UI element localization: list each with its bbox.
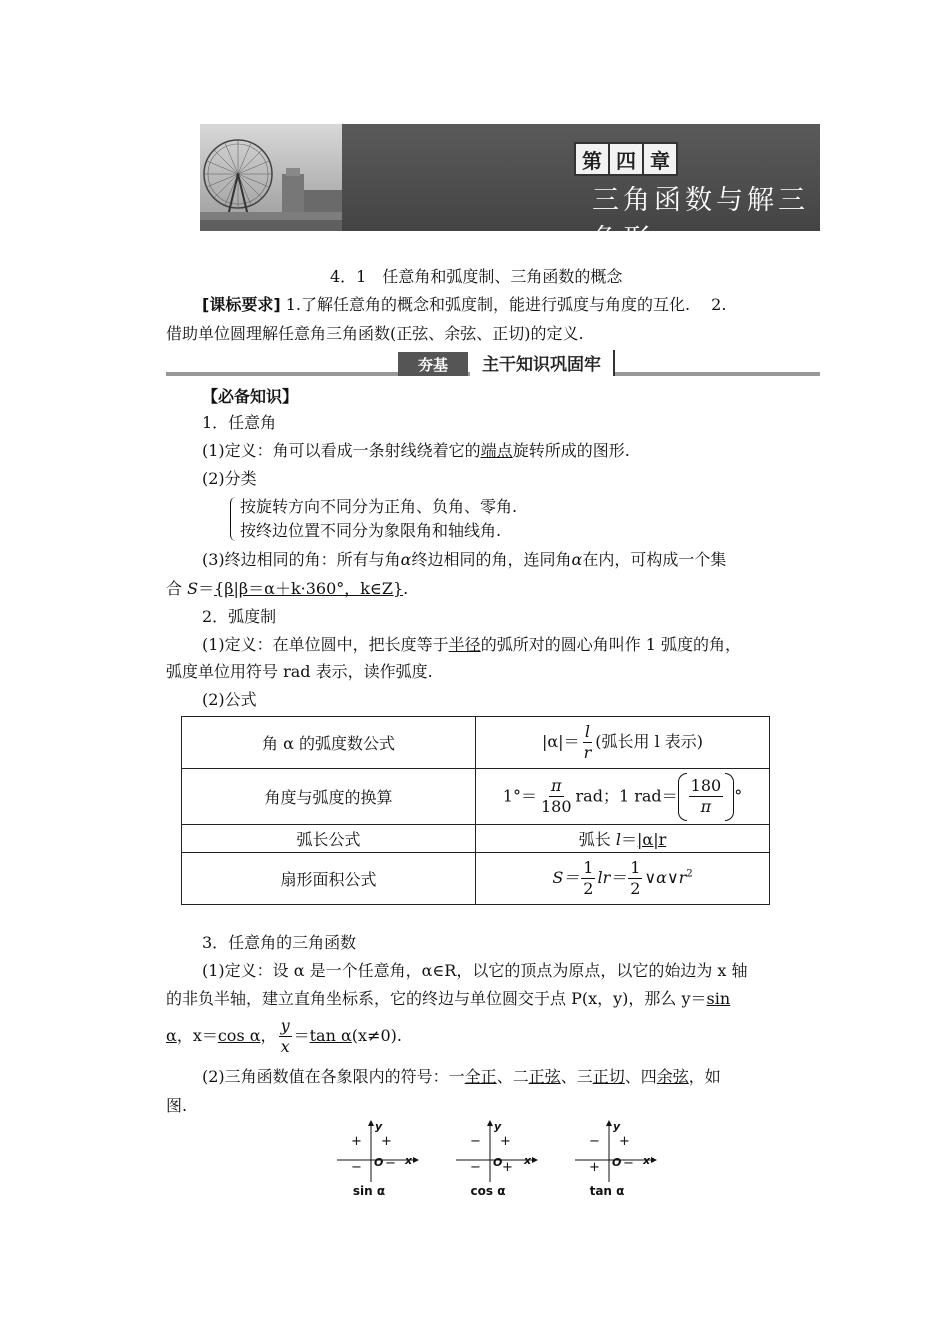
sign-q3: + [589, 1160, 600, 1175]
blank-answer: α [166, 1026, 177, 1045]
diagram-caption: cos α [470, 1184, 506, 1198]
section-title: 4．1 任意角和弧度制、三角函数的概念 [330, 267, 623, 286]
text: 1°＝ [502, 786, 537, 805]
coterminal-line-1 [202, 549, 726, 571]
text: 在内，可构成一个集 [582, 550, 727, 569]
curriculum-line-1 [202, 294, 726, 316]
denominator: r [583, 743, 592, 762]
curriculum-label: [课标要求] [202, 295, 281, 314]
text: 终边相同的角，连同角 [411, 550, 572, 569]
trig-definition-1: (1)定义：设 α 是一个任意角，α∈R，以它的顶点为原点，以它的始边为 x 轴 [202, 961, 748, 980]
blank-answer: |α|r [637, 830, 667, 849]
chapter-char: 章 [642, 142, 678, 176]
text: 、二 [496, 1067, 529, 1086]
sign-diagram-cos [452, 1120, 552, 1200]
text: 旋转所成的图形. [512, 441, 630, 460]
blank-answer: tan α [309, 1026, 352, 1045]
left-paren-icon [678, 773, 687, 821]
table-row [182, 853, 770, 905]
text: ＝ [293, 1026, 310, 1045]
text: ＝ [620, 830, 637, 849]
subsection-1-title: 1．任意角 [202, 413, 277, 432]
blank-answer: 端点 [480, 441, 513, 460]
numerator: 180 [690, 776, 722, 795]
brace-icon [230, 497, 237, 541]
fraction [628, 858, 642, 899]
sign-diagram-sin [333, 1120, 433, 1200]
blank-answer: {β|β＝α＋k·360°，k∈Z} [214, 579, 404, 598]
numerator: 1 [630, 858, 641, 877]
numerator: π [550, 776, 562, 795]
text: (3)终边相同的角：所有与角 [202, 550, 401, 569]
sign-q1: + [619, 1134, 630, 1149]
text: . [403, 579, 409, 598]
table-cell: 角 α 的弧度数公式 [182, 717, 476, 769]
blank-answer: 余弦 [656, 1067, 689, 1086]
curriculum-line-2: 借助单位圆理解任意角三角函数(正弦、余弦、正切)的定义. [166, 324, 584, 343]
table-row [182, 825, 770, 853]
sign-q4: − [385, 1156, 396, 1171]
section-bar [166, 352, 820, 380]
diagram-caption: tan α [589, 1184, 625, 1198]
fraction [539, 776, 574, 817]
table-cell [476, 853, 770, 905]
set-symbol: S [187, 579, 199, 598]
text: |α|＝ [541, 732, 580, 751]
classification-1: 按旋转方向不同分为正角、负角、零角. [240, 497, 518, 516]
text: 的弧所对的圆心角叫作 1 弧度的角， [480, 635, 742, 654]
fraction [582, 722, 594, 763]
sign-diagram-tan [571, 1120, 671, 1200]
sign-q2: − [470, 1134, 481, 1149]
y-label: y [494, 1120, 502, 1133]
denominator: π [700, 797, 712, 816]
numerator: y [280, 1016, 290, 1035]
denominator: 2 [630, 879, 641, 898]
radian-definition-2: 弧度单位用符号 rad 表示，读作弧度. [166, 662, 433, 681]
formula-table [181, 716, 770, 905]
numerator: l [584, 722, 590, 741]
axes-icon [333, 1120, 433, 1184]
blank-answer: 正弦 [528, 1067, 561, 1086]
trig-definition-3 [166, 1016, 402, 1057]
table-cell [476, 825, 770, 853]
coterminal-line-2 [166, 578, 408, 600]
text: 弧长 [578, 830, 616, 849]
knowledge-title: 【必备知识】 [202, 387, 299, 406]
origin-label: O [374, 1156, 384, 1169]
diagram-caption: sin α [352, 1184, 386, 1198]
text: 的非负半轴，建立直角坐标系，它的终边与单位圆交于点 P(x，y)，那么 y＝ [166, 989, 707, 1008]
sign-q3: − [470, 1160, 481, 1175]
sign-q4: + [502, 1160, 513, 1175]
classification-title: (2)分类 [202, 469, 257, 488]
text: ∨α∨r [644, 868, 687, 887]
table-cell [476, 717, 770, 769]
fraction [279, 1016, 292, 1057]
table-cell: 角度与弧度的换算 [182, 769, 476, 825]
formula-title: (2)公式 [202, 690, 257, 709]
table-row [182, 769, 770, 825]
numerator: 1 [583, 858, 594, 877]
curriculum-text-1: 1.了解任意角的概念和弧度制，能进行弧度与角度的互化. 2. [285, 295, 727, 314]
radian-definition-1 [202, 634, 741, 656]
angle-definition [202, 440, 630, 462]
origin-label: O [612, 1156, 622, 1169]
trig-definition-2 [166, 988, 730, 1010]
subsection-3-title: 3．任意角的三角函数 [202, 933, 357, 952]
text: S＝ [552, 868, 580, 887]
sign-q1: + [500, 1134, 511, 1149]
chapter-char: 第 [574, 142, 610, 176]
exponent: 2 [686, 868, 693, 880]
blank-answer: 全正 [464, 1067, 497, 1086]
table-row [182, 717, 770, 769]
origin-label: O [493, 1156, 503, 1169]
text: 合 [166, 579, 183, 598]
sign-q2: + [351, 1134, 362, 1149]
text: (x≠0). [351, 1026, 402, 1045]
text: lr＝ [597, 868, 627, 887]
text: (1)定义：角可以看成一条射线绕着它的 [202, 441, 481, 460]
sign-q4: − [623, 1156, 634, 1171]
alpha: α [571, 550, 583, 569]
text: (弧长用 l 表示) [595, 732, 704, 751]
text: (1)定义：在单位圆中，把长度等于 [202, 635, 449, 654]
y-label: y [613, 1120, 621, 1133]
chapter-number [574, 142, 676, 176]
alpha: α [400, 550, 412, 569]
chapter-banner [200, 124, 820, 255]
chapter-title: 三角函数与解三角形 [592, 185, 809, 255]
text: (2)三角函数值在各象限内的符号：一 [202, 1067, 465, 1086]
sign-q1: + [381, 1134, 392, 1149]
sign-q2: − [589, 1134, 600, 1149]
parenthesis [678, 773, 735, 821]
text: l [615, 830, 621, 849]
subsection-2-title: 2．弧度制 [202, 607, 277, 626]
text: 、四 [624, 1067, 657, 1086]
text: ，如 [688, 1067, 721, 1086]
text: rad；1 rad＝ [575, 786, 678, 805]
denominator: 180 [540, 797, 572, 816]
sign-rule-line-2: 图. [166, 1096, 188, 1115]
classification-2: 按终边位置不同分为象限角和轴线角. [240, 521, 502, 540]
sign-q3: − [351, 1160, 362, 1175]
blank-answer: sin [706, 989, 731, 1008]
x-label: x [524, 1154, 532, 1167]
fraction [581, 858, 595, 899]
x-label: x [643, 1154, 651, 1167]
table-cell: 弧长公式 [182, 825, 476, 853]
sign-rule-line-1 [202, 1066, 721, 1088]
table-cell [476, 769, 770, 825]
blank-answer: 半径 [448, 635, 481, 654]
banner-title-panel [342, 124, 820, 255]
blank-answer: cos α [217, 1026, 261, 1045]
chapter-char: 四 [608, 142, 644, 176]
denominator: 2 [583, 879, 594, 898]
section-heading: 主干知识巩固牢 [470, 350, 615, 376]
y-label: y [375, 1120, 383, 1133]
table-cell: 扇形面积公式 [182, 853, 476, 905]
text: 、三 [560, 1067, 593, 1086]
denominator: x [280, 1037, 290, 1056]
text: ＝ [198, 579, 215, 598]
text: ， [260, 1026, 277, 1045]
x-label: x [405, 1154, 413, 1167]
blank-answer: 正切 [592, 1067, 625, 1086]
right-paren-icon [725, 773, 734, 821]
fraction [689, 776, 724, 817]
text: ° [734, 786, 743, 805]
section-tag: 夯基 [398, 352, 468, 376]
axes-icon [571, 1120, 671, 1184]
ferris-wheel-photo-icon [200, 124, 342, 231]
text: ，x＝ [176, 1026, 218, 1045]
